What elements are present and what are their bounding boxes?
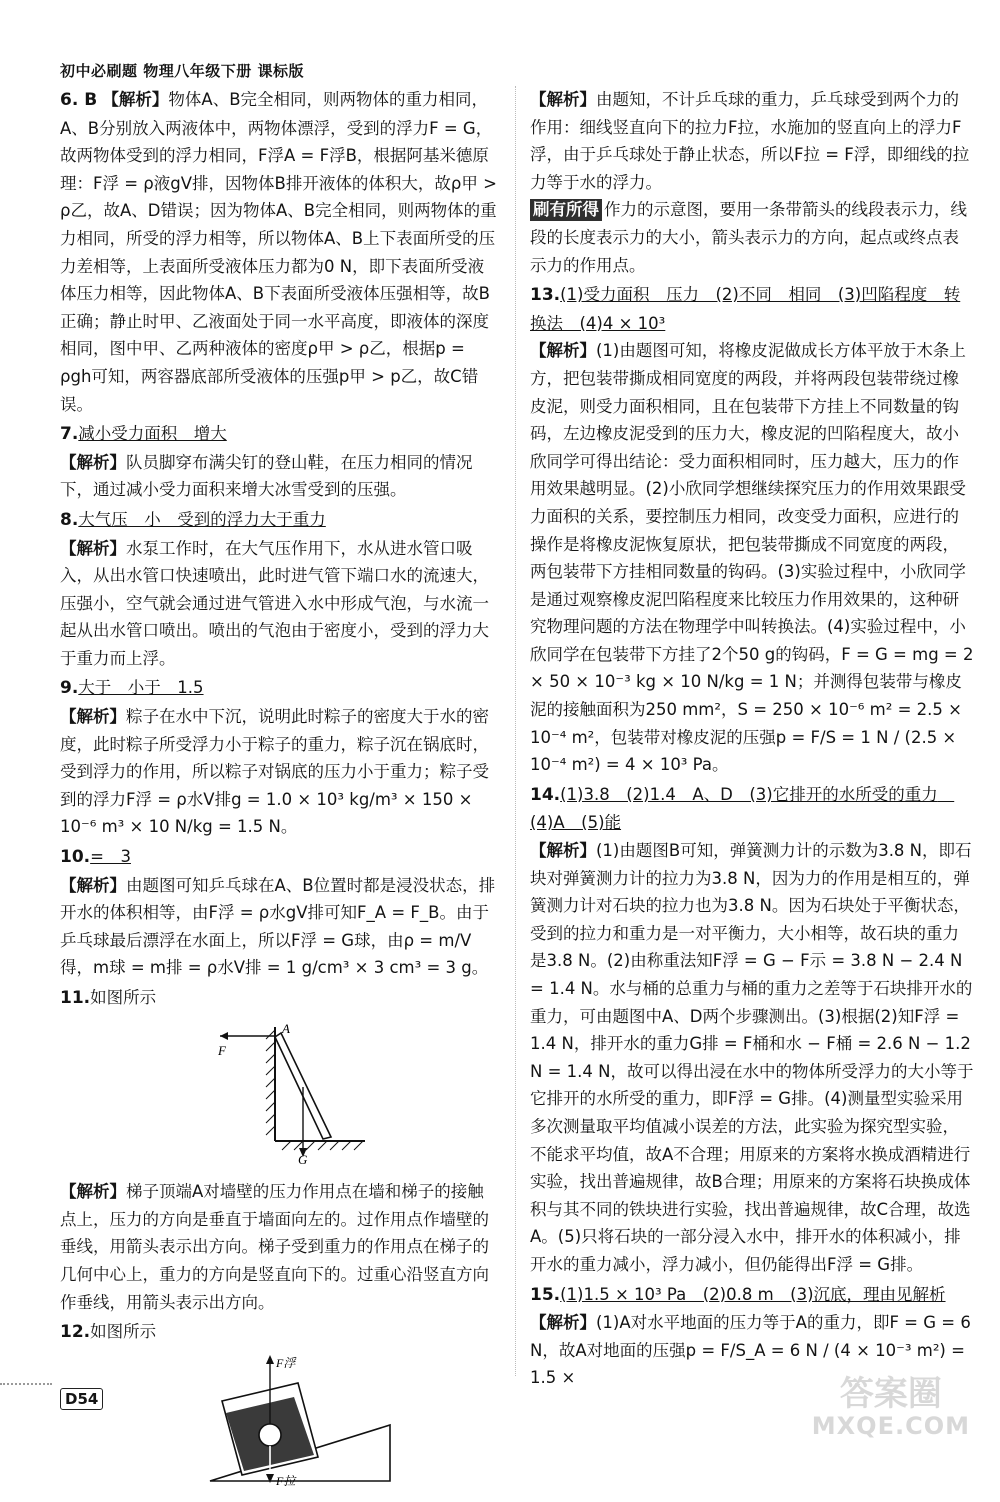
question-number: 14. xyxy=(530,784,561,805)
question-number: 9. xyxy=(60,678,79,699)
footer-dots xyxy=(0,1383,52,1385)
analysis-tag: 【解析】 xyxy=(60,707,126,727)
question-10 xyxy=(60,843,500,982)
question-number: 10. xyxy=(60,847,91,868)
buoyancy-figure xyxy=(60,1353,500,1497)
question-7 xyxy=(60,420,500,504)
analysis-text: (1)由题图可知，将橡皮泥做成长方体平放于木条上方，把包装带撕成相同宽度的两段，并将两段包装带绕过橡皮泥，则受力面积相同，且在包装带下方挂上不同数量的钩码，左边橡皮泥受到的压力大，橡皮泥的凹陷程度大，故小欣同学可得出结论：受力面积相同时，压力越大，压力的作用效果越明显。(2)小欣同学想继续探究压力的作用效果跟受力面积的关系，要控制压力相同，改变受力面积，应进行的操作是将橡皮泥恢复原状，把包装带撕成不同宽度的两段，两包装带下方挂相同数量的钩码。(3)实验过程中，小欣同学是通过观察橡皮泥凹陷程度来比较压力作用效果的，这种研究物理问题的方法在物理学中叫转换法。(4)实验过程中，小欣同学在包装带下方挂了2个50 g的钩码，F = G = mg = 2 × 50 × 10⁻³ kg × 10 N/kg = 1 N；并测得包装带与橡皮泥的接触面积为250 mm²，S = 250 × 10⁻⁶ m² = 2.5 × 10⁻⁴ m²，包装带对橡皮泥的压强p = F/S = 1 N / (2.5 × 10⁻⁴ m²) = 4 × 10³ Pa。 xyxy=(530,341,974,775)
analysis-tag: 【解析】 xyxy=(530,90,596,109)
question-number: 12. xyxy=(60,1322,91,1343)
answer-text: 大气压 小 受到的浮力大于重力 xyxy=(78,509,326,529)
answer-text: (1)3.8 (2)1.4 A、D (3)它排开的水所受的重力 (4)A (5)能 xyxy=(530,784,955,833)
question-number: 8. xyxy=(60,509,79,530)
incline-diagram xyxy=(60,1353,500,1488)
question-14 xyxy=(530,781,975,1279)
question-12-analysis xyxy=(530,86,975,279)
question-13 xyxy=(530,281,975,779)
analysis-text: 物体A、B完全相同，则两物体的重力相同，A、B分别放入两液体中，两物体漂浮，受到的浮力F = G，故两物体受到的浮力相同，F浮A = F浮B，根据阿基米德原理：F浮 = ρ液gV排，因物体B排开液体的体积大，故ρ甲 > ρ乙，故A、D错误；因为物体A、B完全相同，则两物体的重力相同，所受的浮力相等，所以物体A、B上下表面所受的压力差相等，上表面所受液体压力都为0 N，即下表面所受液体压力相等，因此物体A、B下表面所受液体压强相等，故B正确；静止时甲、乙液面处于同一水平高度，即液体的深度相同，图中甲、乙两种液体的密度ρ甲 > ρ乙，根据p = ρgh可知，两容器底部所受液体的压强p甲 > p乙，故C错误。 xyxy=(60,90,497,414)
answer-text: = 3 xyxy=(90,847,131,867)
label-f-float: F浮 xyxy=(276,1355,296,1370)
answer-text: 如图所示 xyxy=(90,988,157,1007)
watermark-line-1: 答案圈 xyxy=(839,1374,942,1414)
ladder-force-figure xyxy=(60,1019,500,1173)
question-number: 13. xyxy=(530,285,561,306)
question-11 xyxy=(60,984,500,1316)
left-column xyxy=(60,86,500,1502)
ladder-diagram xyxy=(60,1019,500,1164)
label-f-pull: F拉 xyxy=(276,1473,296,1488)
analysis-text: 水泵工作时，在大气压作用下，水从进水管口吸入，从出水管口快速喷出，此时进气管下端口水的流速大，压强小，空气就会通过进气管进入水中形成气泡，与水流一起从出水管口喷出。喷出的气泡由于密度小，受到的浮力大于重力而上浮。 xyxy=(60,538,489,668)
question-8 xyxy=(60,506,500,673)
tip-badge: 刷有所得 xyxy=(530,199,602,221)
label-g: G xyxy=(298,1151,308,1164)
analysis-tag: 【解析】 xyxy=(60,875,126,895)
analysis-tag: 【解析】 xyxy=(60,538,126,558)
ball xyxy=(259,1424,281,1446)
answer-text: (1)受力面积 压力 (2)不同 相同 (3)凹陷程度 转换法 (4)4 × 10³ xyxy=(530,285,961,333)
watermark-line-2: MXQE.COM xyxy=(811,1412,970,1440)
analysis-text: 由题图可知乒乓球在A、B位置时都是浸没状态，排开水的体积相等，由F浮 = ρ水gV排可知F_A = F_B。由于乒乓球最后漂浮在水面上，所以F浮 = G球，由ρ = m/V得，m球 = m排 = ρ水V排 = 1 g/cm³ × 3 cm³ = 3 g。 xyxy=(60,875,496,978)
question-6 xyxy=(60,86,500,418)
analysis-tag: 【解析】 xyxy=(530,1313,596,1333)
analysis-tag: 【解析】 xyxy=(60,1182,126,1202)
answer-text: 如图所示 xyxy=(90,1322,157,1342)
question-9 xyxy=(60,674,500,841)
question-12 xyxy=(60,1318,500,1496)
answer-text: 大于 小于 1.5 xyxy=(78,678,204,698)
watermark xyxy=(812,1375,970,1439)
analysis-text: 队员脚穿布满尖钉的登山鞋，在压力相同的情况下，通过减小受力面积来增大冰雪受到的压强。 xyxy=(60,452,473,500)
analysis-text: 由题知，不计乒乓球的重力，乒乓球受到两个力的作用：细线竖直向下的拉力F拉，水施加的竖直向上的浮力F浮，由于乒乓球处于静止状态，所以F拉 = F浮，即细线的拉力等于水的浮力。 xyxy=(530,90,970,192)
answer-text: 减小受力面积 增大 xyxy=(78,424,227,444)
tip-text: 作力的示意图，要用一条带箭头的线段表示力，线段的长度表示力的大小，箭头表示力的方向，起点或终点表示力的作用点。 xyxy=(530,200,967,275)
analysis-text: 粽子在水中下沉，说明此时粽子的密度大于水的密度，此时粽子所受浮力小于粽子的重力，粽子沉在锅底时，受到浮力的作用，所以粽子对锅底的压力小于重力；粽子受到的浮力F浮 = ρ水V排g = 1.0 × 10³ kg/m³ × 150 × 10⁻⁶ m³ × 10 N/kg = 1.5 N。 xyxy=(60,707,489,837)
question-number: 15. xyxy=(530,1284,561,1305)
page-header: 初中必刷题 物理八年级下册 课标版 xyxy=(60,62,304,80)
analysis-text: (1)由题图B可知，弹簧测力计的示数为3.8 N，即石块对弹簧测力计的拉力为3.8 N，因为力的作用是相互的，弹簧测力计对石块的拉力也为3.8 N。因为石块处于平衡状态，受到的拉力和重力是一对平衡力，大小相等，故石块的重力是3.8 N。(2)由称重法知F浮 = G − F示 = 3.8 N − 2.4 N = 1.4 N。水与桶的总重力与桶的重力之差等于石块排开水的重力，可由题图中A、D两个步骤测出。(3)根据(2)知F浮 = 1.4 N，排开水的重力G排 = F桶和水 − F桶 = 2.6 N − 1.2 N = 1.4 N，故可以得出浸在水中的物体所受浮力的大小等于它排开的水所受的重力，即F浮 = G排。(4)测量型实验采用多次测量取平均值减小误差的方法，此实验为探究型实验，不能求平均值，故A不合理；用原来的方案将水换成酒精进行实验，找出普遍规律，故B合理；用原来的方案将石块换成体积与其不同的铁块进行实验，找出普遍规律，故C合理，故选A。(5)只将石块的一部分浸入水中，排开水的体积减小，排开水的重力减小，浮力减小，但仍能得出F浮 = G排。 xyxy=(530,841,974,1274)
analysis-text: 梯子顶端A对墙壁的压力作用点在墙和梯子的接触点上，压力的方向是垂直于墙面向左的。过作用点作墙壁的垂线，用箭头表示出方向。梯子受到重力的作用点在梯子的几何中心上，重力的方向是竖直向下的。过重心沿竖直方向作垂线，用箭头表示出方向。 xyxy=(60,1182,489,1312)
analysis-tag: 【解析】 xyxy=(530,841,596,861)
analysis-tag: 【解析】 xyxy=(530,341,596,361)
analysis-tag: 【解析】 xyxy=(102,90,169,109)
page-number: D54 xyxy=(60,1388,103,1410)
column-divider xyxy=(515,86,516,1376)
question-number: 7. xyxy=(60,424,79,445)
question-number: 6. B xyxy=(60,90,98,110)
label-a: A xyxy=(282,1020,290,1036)
answer-text: (1)1.5 × 10³ Pa (2)0.8 m (3)沉底，理由见解析 xyxy=(560,1284,946,1304)
question-number: 11. xyxy=(60,988,91,1008)
analysis-tag: 【解析】 xyxy=(60,452,126,472)
label-f: F xyxy=(218,1042,226,1058)
right-column xyxy=(530,86,975,1394)
analysis-text: (1)A对水平地面的压力等于A的重力，即F = G = 6 N，故A对地面的压强p = F/S_A = 6 N / (4 × 10⁻³ m²) = 1.5 × xyxy=(530,1313,971,1388)
